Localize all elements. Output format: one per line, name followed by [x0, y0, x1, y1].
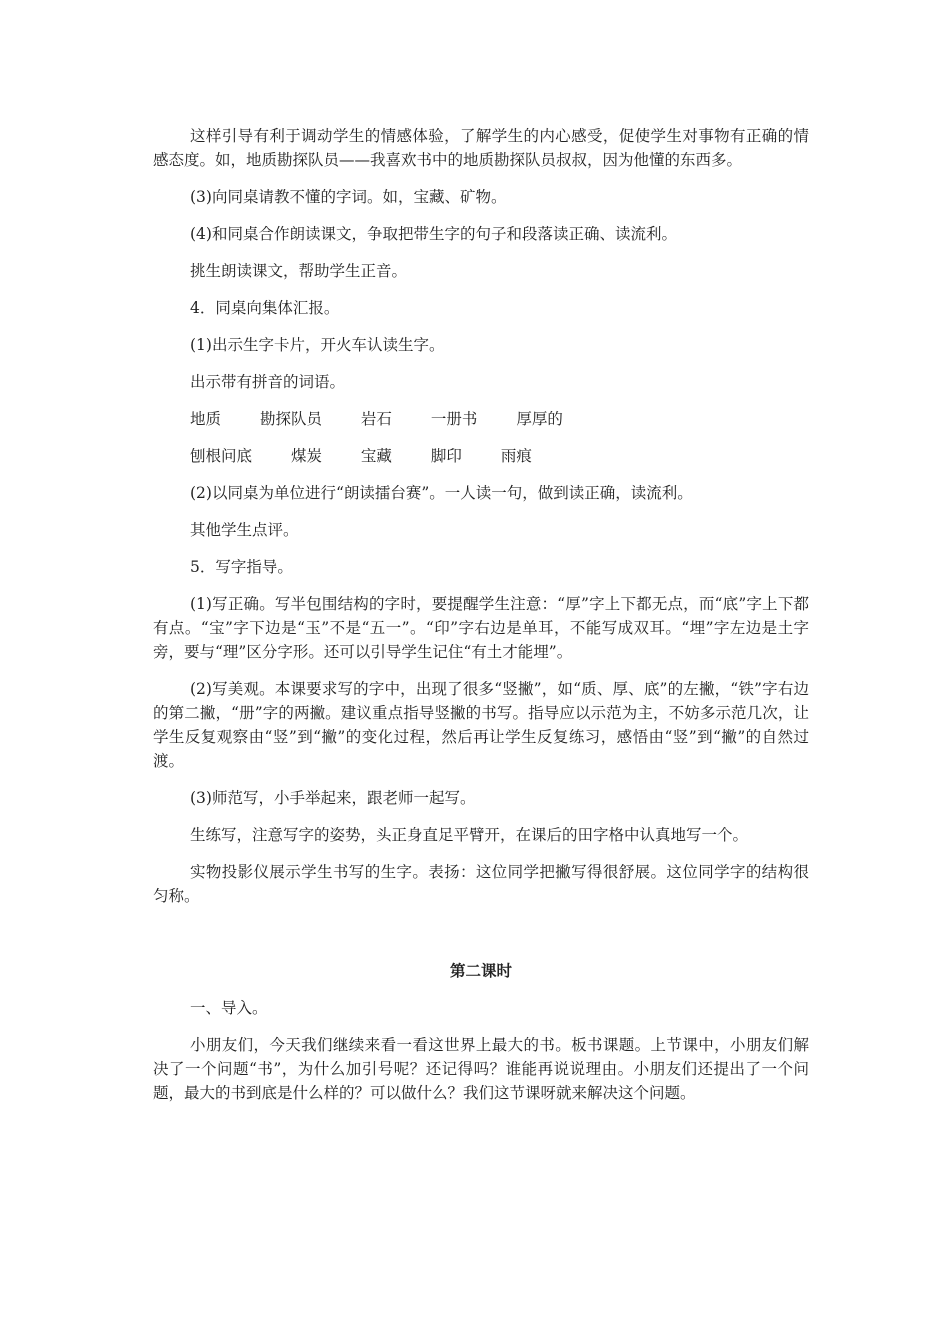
vocabulary-word: 雨痕: [500, 447, 532, 465]
vocabulary-word: 岩石: [360, 410, 392, 428]
paragraph: 挑生朗读课文，帮助学生正音。: [190, 262, 408, 280]
paragraph: 5．写字指导。: [190, 558, 293, 576]
paragraph: (3)师范写，小手举起来，跟老师一起写。: [190, 789, 476, 807]
paragraph: (1)写正确。写半包围结构的字时，要提醒学生注意：“厚”字上下都无点，而“底”字上下都有点。“宝”字下边是“玉”不是“五一”。“印”字右边是单耳，不能写成双耳。“埋”字左边是土字旁，要与“理”区分字形。还可以引导学生记住“有土才能埋”。: [153, 595, 809, 661]
section-title: 第二课时: [449, 961, 512, 980]
paragraph: 出示带有拼音的词语。: [190, 373, 346, 391]
paragraph: 其他学生点评。: [190, 521, 299, 539]
paragraph: 小朋友们，今天我们继续来看一看这世界上最大的书。板书课题。上节课中，小朋友们解决了一个问题“书”，为什么加引号呢？还记得吗？谁能再说说理由。小朋友们还提出了一个问题，最大的书到底是什么样的？可以做什么？我们这节课呀就来解决这个问题。: [153, 1036, 809, 1102]
paragraph: 一、导入。: [190, 999, 268, 1017]
paragraph: (1)出示生字卡片，开火车认读生字。: [190, 336, 445, 354]
vocabulary-word: 煤炭: [290, 447, 322, 465]
paragraph: 这样引导有利于调动学生的情感体验，了解学生的内心感受，促使学生对事物有正确的情感态度。如，地质勘探队员——我喜欢书中的地质勘探队员叔叔，因为他懂的东西多。: [153, 127, 809, 169]
document-page: [153, 124, 809, 1118]
vocabulary-word: 厚厚的: [516, 410, 563, 428]
paragraph: 实物投影仪展示学生书写的生字。表扬：这位同学把撇写得很舒展。这位同学字的结构很匀称。: [153, 863, 809, 905]
paragraph: (3)向同桌请教不懂的字词。如，宝藏、矿物。: [190, 188, 507, 206]
paragraph: (2)以同桌为单位进行“朗读擂台赛”。一人读一句，做到读正确，读流利。: [190, 484, 693, 502]
vocabulary-word: 宝藏: [360, 447, 392, 465]
vocabulary-word: 一册书: [430, 410, 478, 428]
vocabulary-row: [153, 407, 809, 431]
vocabulary-word: 刨根问底: [190, 447, 253, 465]
vocabulary-word: 脚印: [430, 447, 462, 465]
paragraph: (4)和同桌合作朗读课文，争取把带生字的句子和段落读正确、读流利。: [190, 225, 677, 243]
vocabulary-row: [153, 444, 809, 468]
paragraph: 4．同桌向集体汇报。: [190, 299, 340, 317]
paragraph: (2)写美观。本课要求写的字中，出现了很多“竖撇”，如“质、厚、底”的左撇，“铁”字右边的第二撇，“册”字的两撇。建议重点指导竖撇的书写。指导应以示范为主，不妨多示范几次，让学生反复观察由“竖”到“撇”的变化过程，然后再让学生反复练习，感悟由“竖”到“撇”的自然过渡。: [153, 680, 809, 770]
vocabulary-word: 勘探队员: [259, 410, 322, 428]
paragraph: 生练写，注意写字的姿势，头正身直足平臂开，在课后的田字格中认真地写一个。: [190, 826, 749, 844]
vocabulary-word: 地质: [190, 410, 222, 428]
